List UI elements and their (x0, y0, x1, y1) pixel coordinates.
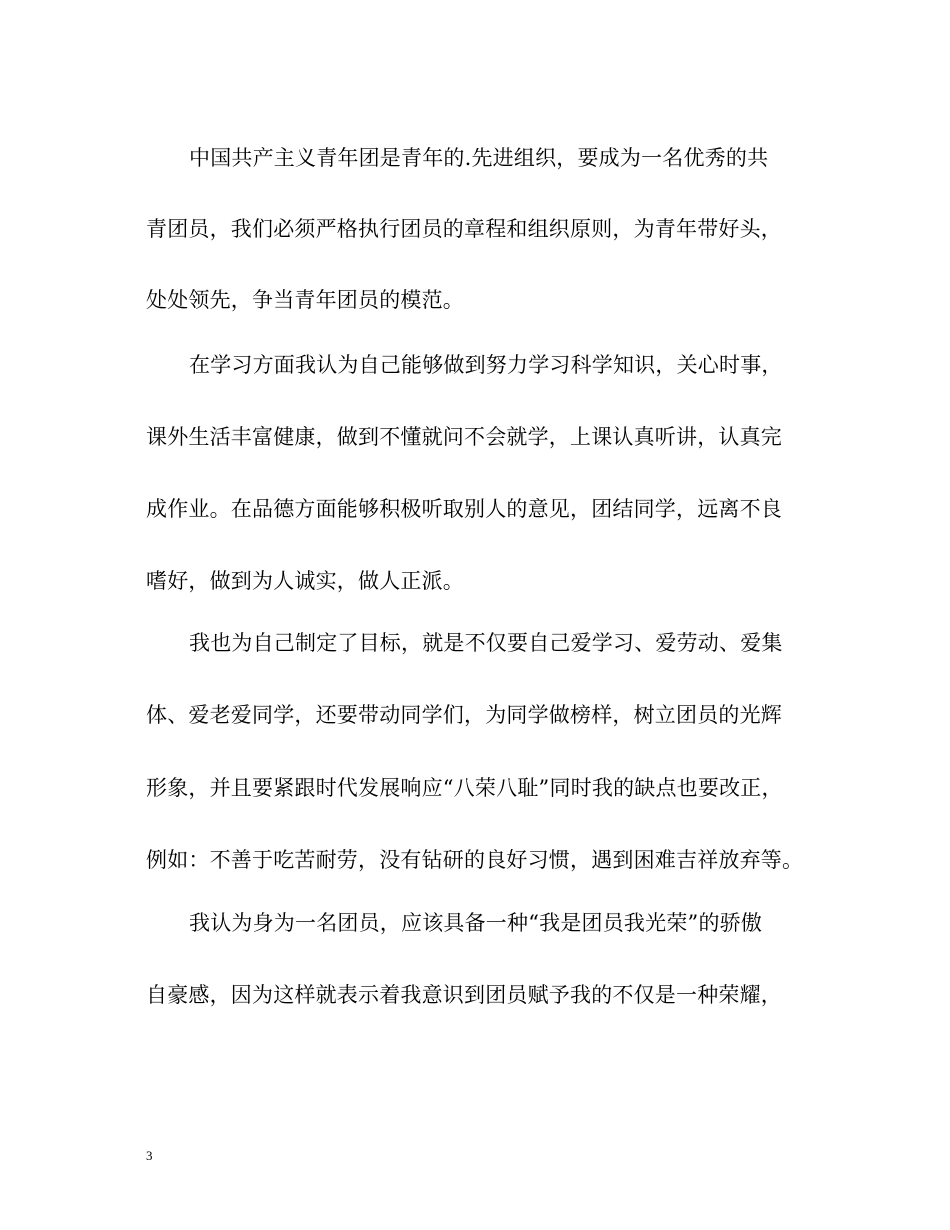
paragraph-4-line-1: 我认为身为一名团员，应该具备一种“我是团员我光荣”的骄傲 (189, 911, 763, 935)
paragraph-4-line-2: 自豪感，因为这样就表示着我意识到团员赋予我的不仅是一种荣耀， (146, 983, 782, 1007)
paragraph-3-line-1: 我也为自己制定了目标，就是不仅要自己爱学习、爱劳动、爱集 (189, 631, 783, 655)
paragraph-3-line-4: 例如：不善于吃苦耐劳，没有钻研的良好习惯，遇到困难吉祥放弃等。 (146, 848, 804, 872)
paragraph-2-line-3: 成作业。在品德方面能够积极听取别人的意见，团结同学，远离不良 (146, 497, 782, 521)
paragraph-1-line-2: 青团员，我们必须严格执行团员的章程和组织原则，为青年带好头， (146, 217, 782, 241)
page-number: 3 (146, 1148, 153, 1163)
paragraph-1-line-3: 处处领先，争当青年团员的模范。 (146, 288, 464, 312)
paragraph-3-line-2: 体、爱老爱同学，还要带动同学们，为同学做榜样，树立团员的光辉 (146, 703, 782, 727)
paragraph-2-line-4: 嗜好，做到为人诚实，做人正派。 (146, 569, 464, 593)
paragraph-2-line-2: 课外生活丰富健康，做到不懂就问不会就学，上课认真听讲，认真完 (146, 425, 782, 449)
paragraph-1-line-1: 中国共产主义青年团是青年的.先进组织，要成为一名优秀的共 (189, 146, 769, 170)
paragraph-2-line-1: 在学习方面我认为自己能够做到努力学习科学知识，关心时事， (189, 353, 783, 377)
paragraph-3-line-3: 形象，并且要紧跟时代发展响应“八荣八耻”同时我的缺点也要改正， (146, 776, 783, 800)
